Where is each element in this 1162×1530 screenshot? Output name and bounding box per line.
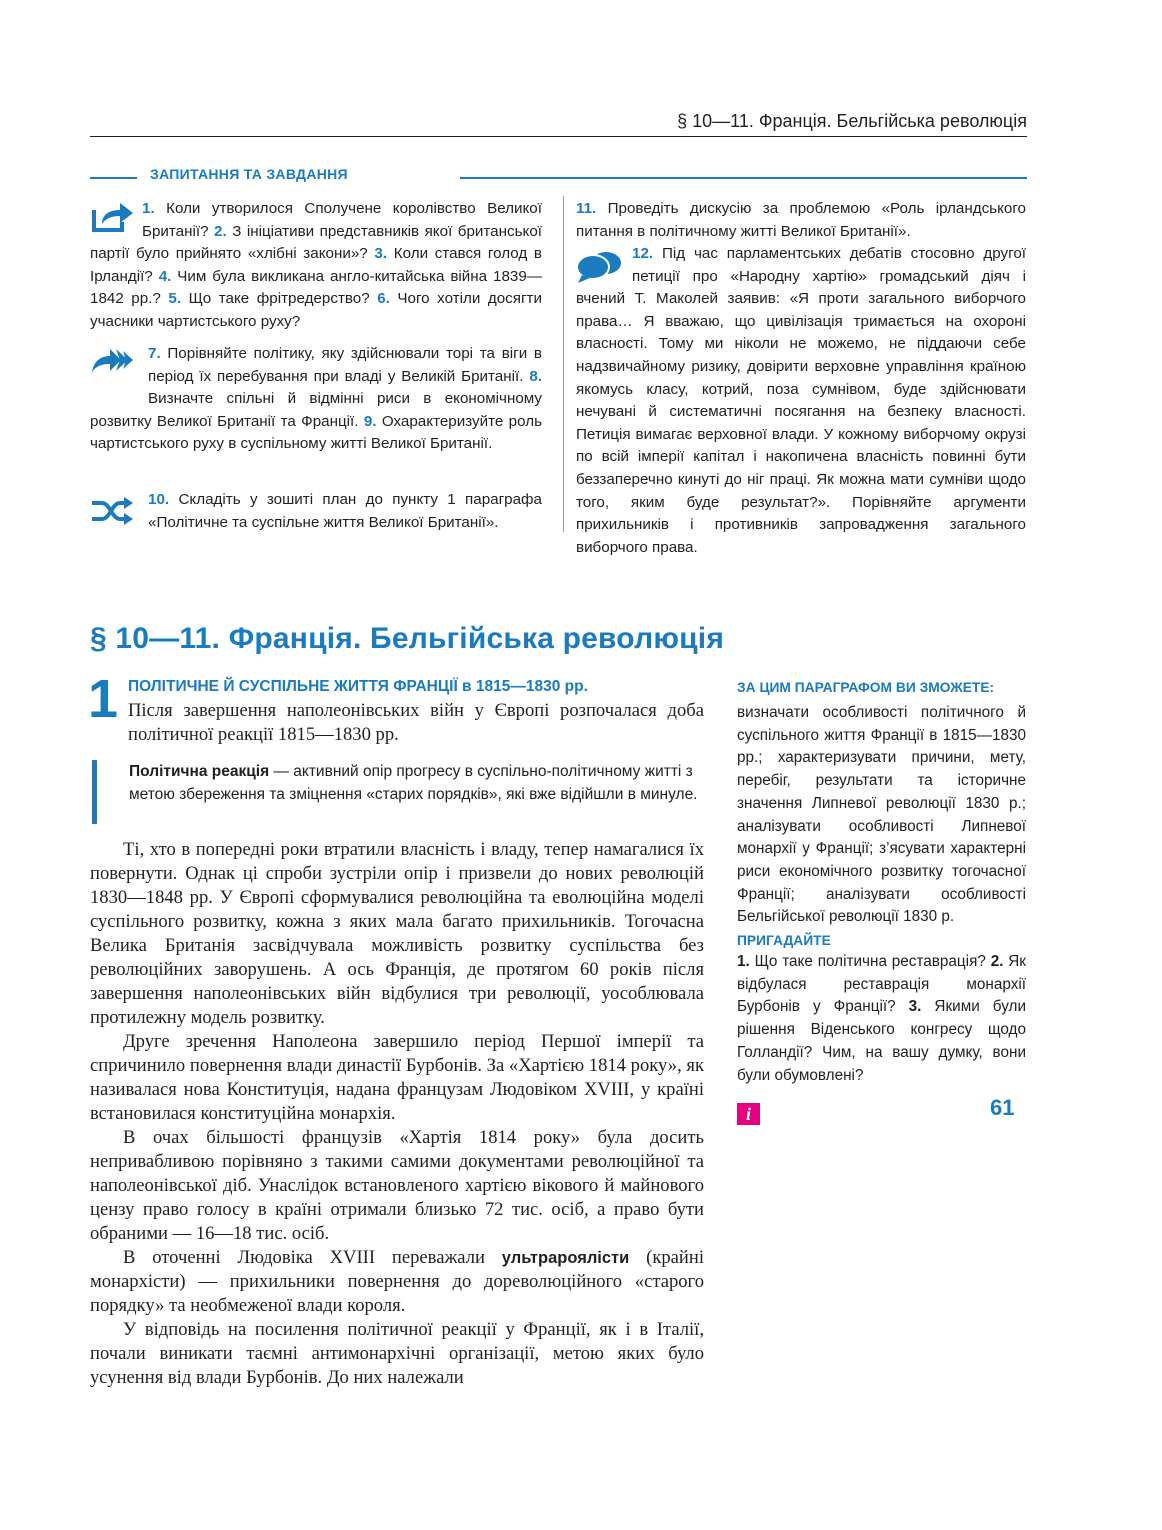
- q3-num: 3.: [374, 245, 388, 263]
- header-rule-right: [460, 177, 1027, 179]
- q8-text: Визначте спільні й відмінні риси в економічному розвитку Великої Британії та Франції.: [90, 390, 542, 430]
- q2-text: З ініціативи представників якої британської партії було прийнято «хлібні закони»?: [90, 222, 542, 263]
- r1-text: Що таке політична реставрація?: [749, 953, 991, 970]
- paragraph-2: Друге зречення Наполеона завершило період Першої імперії та спричинило повернення влади династії Бурбонів. За «Хартією 1814 року», як називалася нова Конституція, надана французам Людовіком XVIII, у країні встановилася конституційна монархія.: [90, 1031, 704, 1124]
- icon-spacer: [90, 198, 142, 240]
- definition-term: Політична реакція: [129, 763, 270, 780]
- q7-text: Порівняйте політику, яку здійснювали торі та віги в період їх перебування при владі у Великій Британії.: [148, 345, 542, 385]
- q4-text: Чим була викликана англо-китайська війна 1839—1842 рр.?: [90, 267, 542, 308]
- q6-num: 6.: [377, 290, 390, 308]
- definition: [129, 760, 703, 806]
- header-rule-left: [90, 177, 137, 179]
- icon-spacer: [576, 243, 632, 285]
- q5-text: Що таке фрітредерство?: [188, 290, 378, 308]
- intro-text: [128, 699, 704, 747]
- q9-num: 9.: [363, 412, 377, 430]
- r2-num: 2.: [990, 953, 1004, 970]
- body-text: [90, 838, 704, 1390]
- page-number: 61: [990, 1095, 1015, 1120]
- definition-text: — активний опір прогресу в суспільно-політичному житті з метою збереження та зміцнення «старих порядків», які вже відійшли в минуле.: [129, 763, 698, 803]
- subsection-number: 1: [88, 669, 119, 729]
- questions-block-1: [90, 198, 542, 334]
- remember-title: ПРИГАДАЙТЕ: [737, 933, 831, 948]
- p4-post: (крайні монархісти) — прихильники повернення до дореволюційного «старого порядку» та необмеженої влади короля.: [90, 1247, 704, 1316]
- p4-pre: В оточенні Людовіка XVIII переважали: [123, 1247, 502, 1268]
- questions-block-5: [576, 243, 1026, 559]
- questions-block-3: [148, 489, 542, 534]
- q2-num: 2.: [214, 222, 227, 240]
- q11-num: 11.: [576, 200, 597, 217]
- p4-term: ультрароялісти: [501, 1249, 630, 1267]
- goals-text: визначати особливості політичного й суспільного життя Франції в 1815—1830 рр.; характеризувати причини, мету, перебіг, результати та історичне значення Липневої революції 1830 р.; аналізувати особливості Липневої монархії у Франції; з’ясувати характерні риси економічного розвитку тогочасної Франції; аналізувати особливості Бельгійської революції 1830 р.: [737, 704, 1026, 926]
- paragraph-3: В очах більшості французів «Хартія 1814 року» була досить непривабливою порівняно з такими самими документами революційної та наполеонівської діб. Унаслідок встановленого хартією вікового й майнового цензу право голосу в країні отримали близько 72 тис. осіб, а право бути обраними — 16—18 тис. осіб.: [90, 1127, 704, 1244]
- q1-num: 1.: [142, 200, 155, 217]
- r3-text: Якими були рішення Віденського конгресу щодо Голландії? Чим, на вашу думку, вони були обумовлені?: [737, 998, 1026, 1084]
- q11-text: Проведіть дискусію за проблемою «Роль ірландського питання в політичному житті Великої Британії».: [576, 200, 1026, 240]
- r1-num: 1.: [737, 953, 750, 970]
- questions-block-4: [576, 198, 1026, 243]
- q12-text: Під час парламентських дебатів стосовно другої петиції про «Народну хартію» громадський діяч і вчений Т. Маколей заявив: «Я проти загального виборчого права… Я вважаю, що цивілізація тримається на охороні власності. Тому ми ніколи не можемо, не піддаючи себе надзвичайному ризику, довірити верховне управління країною якомусь класу, котрий, поза сумнівом, буде здійснювати нечувані й систематичні посягання на безпеку власності. Петиція вимагає верховної влади. У кожному виборчому окрузі по всій імперії капітал і накопичена власність повинні бути беззаперечно кинуті до ніг праці. Як можна мати сумніви щодо того, яким буде результат?». Порівняйте аргументи прихильників і противників запровадження загального виборчого права.: [576, 245, 1026, 556]
- info-icon: i: [737, 1103, 760, 1125]
- questions-block-2: [90, 343, 542, 456]
- q4-num: 4.: [158, 267, 172, 285]
- questions-header: [90, 166, 1027, 188]
- q3-text: Коли стався голод в Ірландії?: [90, 245, 542, 285]
- icon-spacer: [90, 343, 148, 407]
- shuffle-icon: [90, 496, 134, 526]
- questions-title: ЗАПИТАННЯ ТА ЗАВДАННЯ: [150, 166, 348, 182]
- q10-num: 10.: [148, 491, 170, 508]
- q10-text: Складіть у зошиті план до пункту 1 параграфа «Політичне та суспільне життя Великої Британії».: [148, 491, 542, 531]
- remember-text: [737, 951, 1026, 1087]
- section-title: § 10—11. Франція. Бельгійська революція: [90, 622, 725, 655]
- intro-span: Після завершення наполеонівських війн у Європі розпочалася доба політичної реакції 1815—1830 рр.: [128, 700, 704, 745]
- q1-text: Коли утворилося Сполучене королівство Великої Британії?: [142, 200, 542, 240]
- paragraph-1: Ті, хто в попередні роки втратили власність і владу, тепер намагалися їх повернути. Однак ці спроби зустріли опір і призвели до нових революцій 1830—1848 рр. У Європі сформувалися революційна та еволюційна моделі суспільного розвитку, кожна з яких мала багато прихильників. Тогочасна Велика Британія засвідчувала можливість розвитку суспільства без революційних заворушень. А ось Франція, де протягом 60 років після завершення наполеонівських війн відбулися три революції, уособлювала протилежну модель розвитку.: [90, 839, 704, 1028]
- q7-num: 7.: [148, 345, 161, 362]
- running-header: § 10—11. Франція. Бельгійська революція: [90, 108, 1027, 137]
- definition-bar: [92, 760, 97, 824]
- q5-num: 5.: [168, 290, 182, 308]
- q9-text: Охарактеризуйте роль чартистського руху в суспільному житті Великої Британії.: [90, 412, 542, 453]
- goals-title: ЗА ЦИМ ПАРАГРАФОМ ВИ ЗМОЖЕТЕ:: [737, 680, 995, 695]
- q6-text: Чого хотіли досягти учасники чартистського руху?: [90, 290, 542, 330]
- column-divider: [563, 196, 564, 532]
- q12-num: 12.: [632, 245, 654, 262]
- r3-num: 3.: [908, 998, 922, 1016]
- subsection-title: ПОЛІТИЧНЕ Й СУСПІЛЬНЕ ЖИТТЯ ФРАНЦІЇ в 1815—1830 рр.: [128, 678, 588, 695]
- paragraph-4: [90, 1246, 704, 1318]
- r2-text: Як відбулася реставрація монархії Бурбонів у Франції?: [737, 953, 1026, 1016]
- q8-num: 8.: [529, 367, 542, 385]
- paragraph-5: У відповідь на посилення політичної реакції у Франції, як і в Італії, почали виникати таємні антимонархічні організації, метою яких було усунення від влади Бурбонів. До них належали: [90, 1319, 704, 1388]
